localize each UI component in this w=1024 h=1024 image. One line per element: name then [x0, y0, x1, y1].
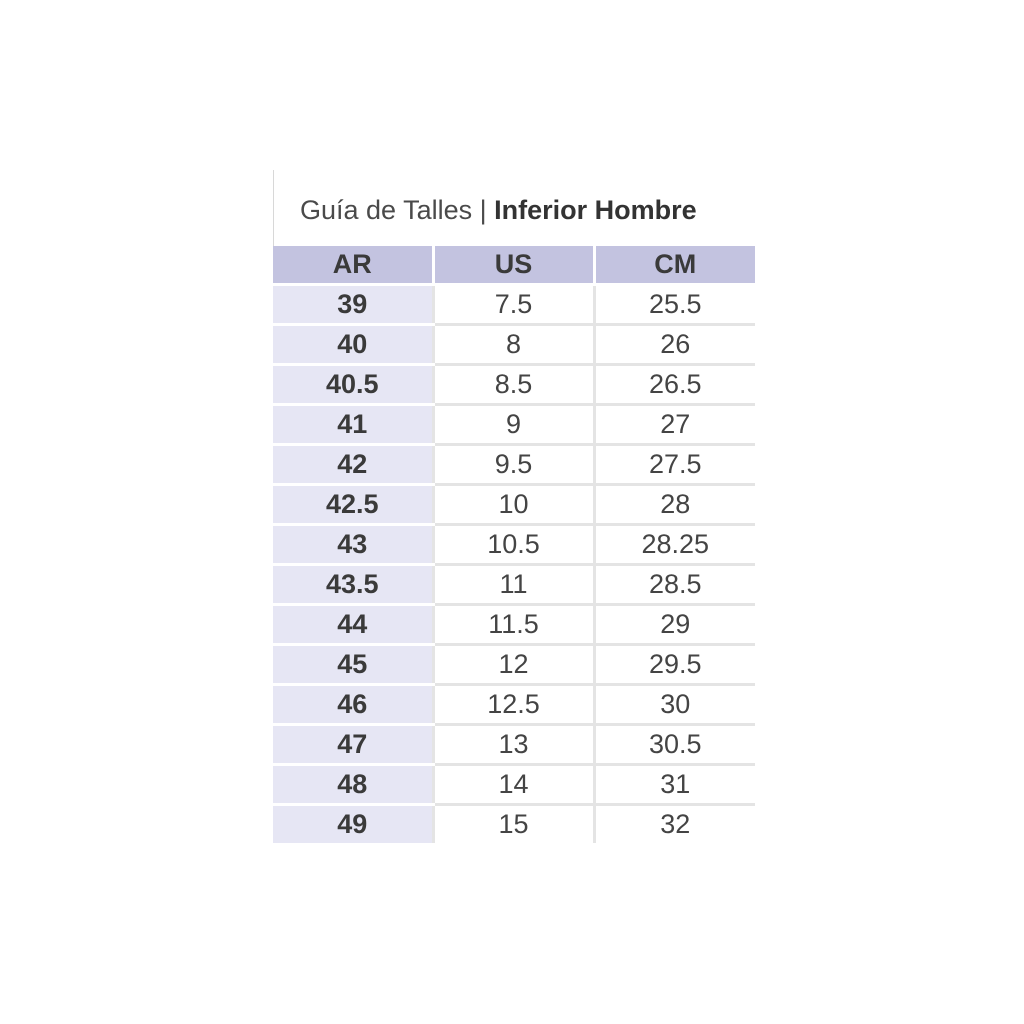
- cell-cm: 26: [594, 325, 755, 365]
- title-prefix: Guía de Talles |: [300, 195, 495, 225]
- cell-ar: 43.5: [273, 565, 433, 605]
- cell-cm: 30: [594, 685, 755, 725]
- cell-us: 12: [433, 645, 594, 685]
- cell-ar: 45: [273, 645, 433, 685]
- cell-ar: 42: [273, 445, 433, 485]
- header-cm: CM: [594, 246, 755, 285]
- cell-ar: 40: [273, 325, 433, 365]
- cell-us: 9.5: [433, 445, 594, 485]
- cell-ar: 44: [273, 605, 433, 645]
- size-table: [273, 246, 755, 843]
- size-guide-panel: [273, 170, 755, 847]
- cell-ar: 48: [273, 765, 433, 805]
- cell-cm: 28: [594, 485, 755, 525]
- table-row: [273, 605, 755, 645]
- table-row: [273, 325, 755, 365]
- cell-cm: 27.5: [594, 445, 755, 485]
- cell-ar: 39: [273, 285, 433, 325]
- cell-cm: 29: [594, 605, 755, 645]
- cell-us: 10.5: [433, 525, 594, 565]
- cell-cm: 30.5: [594, 725, 755, 765]
- panel-divider: [273, 170, 274, 246]
- cell-ar: 43: [273, 525, 433, 565]
- table-row: [273, 805, 755, 844]
- cell-ar: 41: [273, 405, 433, 445]
- cell-cm: 25.5: [594, 285, 755, 325]
- table-row: [273, 765, 755, 805]
- cell-us: 11.5: [433, 605, 594, 645]
- table-row: [273, 485, 755, 525]
- cell-us: 13: [433, 725, 594, 765]
- cell-us: 11: [433, 565, 594, 605]
- table-header-row: [273, 246, 755, 285]
- cell-cm: 26.5: [594, 365, 755, 405]
- cell-us: 8: [433, 325, 594, 365]
- cell-cm: 31: [594, 765, 755, 805]
- cell-ar: 49: [273, 805, 433, 844]
- cell-us: 9: [433, 405, 594, 445]
- cell-cm: 28.5: [594, 565, 755, 605]
- cell-ar: 40.5: [273, 365, 433, 405]
- table-row: [273, 685, 755, 725]
- cell-ar: 47: [273, 725, 433, 765]
- cell-cm: 28.25: [594, 525, 755, 565]
- title-emphasis: Inferior Hombre: [494, 195, 697, 225]
- table-row: [273, 725, 755, 765]
- cell-us: 12.5: [433, 685, 594, 725]
- cell-us: 15: [433, 805, 594, 844]
- cell-us: 8.5: [433, 365, 594, 405]
- cell-us: 10: [433, 485, 594, 525]
- cell-ar: 46: [273, 685, 433, 725]
- table-row: [273, 445, 755, 485]
- cell-us: 14: [433, 765, 594, 805]
- table-row: [273, 645, 755, 685]
- cell-cm: 29.5: [594, 645, 755, 685]
- cell-us: 7.5: [433, 285, 594, 325]
- header-us: US: [433, 246, 594, 285]
- table-row: [273, 405, 755, 445]
- table-row: [273, 565, 755, 605]
- table-row: [273, 365, 755, 405]
- size-guide-title: [300, 190, 697, 230]
- table-row: [273, 525, 755, 565]
- cell-cm: 27: [594, 405, 755, 445]
- header-ar: AR: [273, 246, 433, 285]
- cell-cm: 32: [594, 805, 755, 844]
- table-row: [273, 285, 755, 325]
- cell-ar: 42.5: [273, 485, 433, 525]
